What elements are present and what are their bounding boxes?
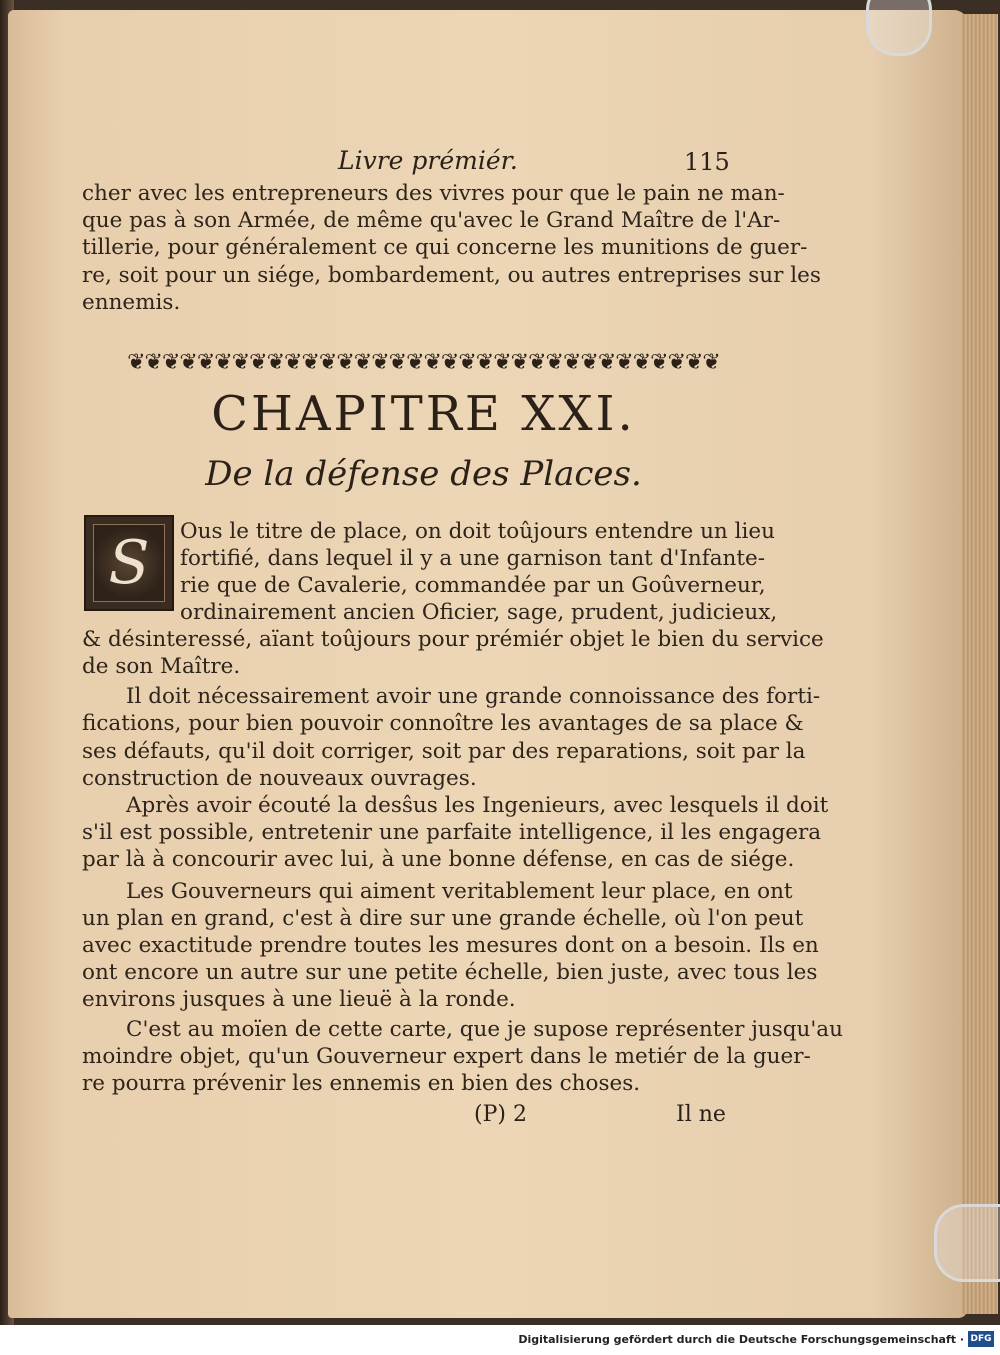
running-title: Livre prémiér. — [338, 146, 518, 175]
text-line: que pas à son Armée, de même qu'avec le Grand Maître de l'Ar- — [82, 208, 781, 233]
text-line: un plan en grand, c'est à dire sur une grande échelle, où l'on peut — [82, 906, 804, 931]
text-line: ennemis. — [82, 290, 181, 315]
digitization-credit: Digitalisierung gefördert durch die Deutsche Forschungsgemeinschaft · — [518, 1333, 964, 1346]
text-line: Il doit nécessairement avoir une grande connoissance des forti- — [126, 684, 821, 709]
text-line: par là à concourir avec lui, à une bonne défense, en cas de siége. — [82, 847, 795, 872]
text-line: s'il est possible, entretenir une parfaite intelligence, il les engagera — [82, 820, 822, 845]
drop-cap-letter: S — [93, 524, 165, 602]
text-line: Après avoir écouté la desŝus les Ingenieurs, avec lesquels il doit — [126, 793, 829, 818]
text-line: de son Maître. — [82, 654, 241, 679]
text-line: rie que de Cavalerie, commandée par un Goûverneur, — [180, 573, 766, 598]
text-line: C'est au moïen de cette carte, que je supose représenter jusqu'au — [126, 1017, 843, 1042]
text-line: fortifié, dans lequel il y a une garnison tant d'Infante- — [180, 546, 765, 571]
text-line: re, soit pour un siége, bombardement, ou autres entreprises sur les — [82, 263, 821, 288]
dfg-logo: DFG — [968, 1331, 994, 1347]
text-line: fications, pour bien pouvoir connoître les avantages de sa place & — [82, 711, 804, 736]
page-clip-bottom — [934, 1204, 1000, 1282]
text-line: re pourra prévenir les ennemis en bien des choses. — [82, 1071, 641, 1096]
text-line: environs jusques à une lieuë à la ronde. — [82, 987, 516, 1012]
text-line: Les Gouverneurs qui aiment veritablement leur place, en ont — [126, 879, 793, 904]
ornament-divider: ❦❦❦❦❦❦❦❦❦❦❦❦❦❦❦❦❦❦❦❦❦❦❦❦❦❦❦❦❦❦❦❦❦❦ — [127, 350, 720, 375]
signature-mark: (P) 2 — [474, 1102, 527, 1127]
page-clip-top — [866, 0, 932, 56]
text-line: cher avec les entrepreneurs des vivres pour que le pain ne man- — [82, 181, 785, 206]
text-line: & désinteressé, aïant toûjours pour prémiér objet le bien du service — [82, 627, 824, 652]
text-line: ordinairement ancien Oficier, sage, prudent, judicieux, — [180, 600, 778, 625]
text-line: tillerie, pour généralement ce qui concerne les munitions de guer- — [82, 235, 808, 260]
book-page — [8, 10, 968, 1318]
text-line: construction de nouveaux ouvrages. — [82, 766, 477, 791]
page-number: 115 — [684, 148, 730, 176]
credit-bar — [0, 1325, 1000, 1355]
text-line: moindre objet, qu'un Gouverneur expert dans le metiér de la guer- — [82, 1044, 811, 1069]
text-line: avec exactitude prendre toutes les mesures dont on a besoin. Ils en — [82, 933, 819, 958]
text-line: ont encore un autre sur une petite échelle, bien juste, avec tous les — [82, 960, 818, 985]
catchword: Il ne — [676, 1102, 726, 1127]
chapter-title: CHAPITRE XXI. — [211, 386, 636, 442]
page-stack-edge — [962, 14, 998, 1314]
decorated-initial — [84, 515, 174, 611]
text-line: Ous le titre de place, on doit toûjours entendre un lieu — [180, 519, 775, 544]
text-line: ses défauts, qu'il doit corriger, soit par des reparations, soit par la — [82, 739, 806, 764]
chapter-subtitle: De la défense des Places. — [205, 454, 642, 494]
